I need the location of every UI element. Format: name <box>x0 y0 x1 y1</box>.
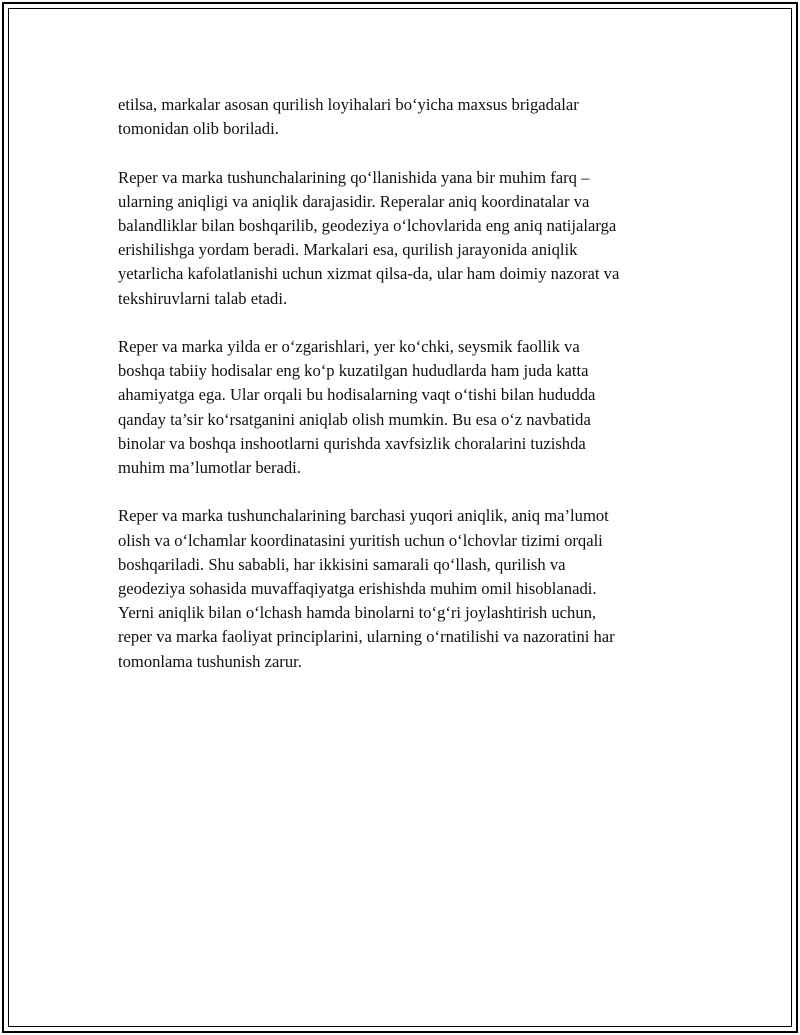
document-body <box>118 93 688 698</box>
paragraph-4: Reper va marka tushunchalarining barchasi yuqori aniqlik, aniq ma’lumot olish va o‘lchamlar koordinatasini yuritish uchun o‘lchovlar tizimi orqali boshqariladi. Shu sababli, har ikkisini samarali qo‘llash, qurilish va geodeziya sohasida muvaffaqiyatga erishishda muhim omil hisoblanadi. Yerni aniqlik bilan o‘lchash hamda binolarni to‘g‘ri joylashtirish uchun, reper va marka faoliyat principlarini, ularning o‘rnatilishi va nazoratini har tomonlama tushunish zarur. <box>118 506 615 671</box>
paragraph-2: Reper va marka tushunchalarining qo‘llanishida yana bir muhim farq – ularning aniqligi va aniqlik darajasidir. Reperalar aniq koordinatalar va balandliklar bilan boshqarilib, geodeziya o‘lchovlarida eng aniq natijalarga erishilishga yordam beradi. Markalari esa, qurilish jarayonida aniqlik yetarlicha kafolatlanishi uchun xizmat qilsa-da, ular ham doimiy nazorat va tekshiruvlarni talab etadi. <box>118 167 620 308</box>
paragraph-3: Reper va marka yilda er o‘zgarishlari, yer ko‘chki, seysmik faollik va boshqa tabiiy hodisalar eng ko‘p kuzatilgan hududlarda ham juda katta ahamiyatga ega. Ular orqali bu hodisalarning vaqt o‘tishi bilan hududda qanday ta’sir ko‘rsatganini aniqlab olish mumkin. Bu esa o‘z navbatida binolar va boshqa inshootlarni qurishda xavfsizlik choralarini tuzishda muhim ma’lumotlar beradi. <box>118 337 596 478</box>
paragraph-1: etilsa, markalar asosan qurilish loyihalari bo‘yicha maxsus brigadalar tomonidan olib boriladi. <box>118 95 579 139</box>
